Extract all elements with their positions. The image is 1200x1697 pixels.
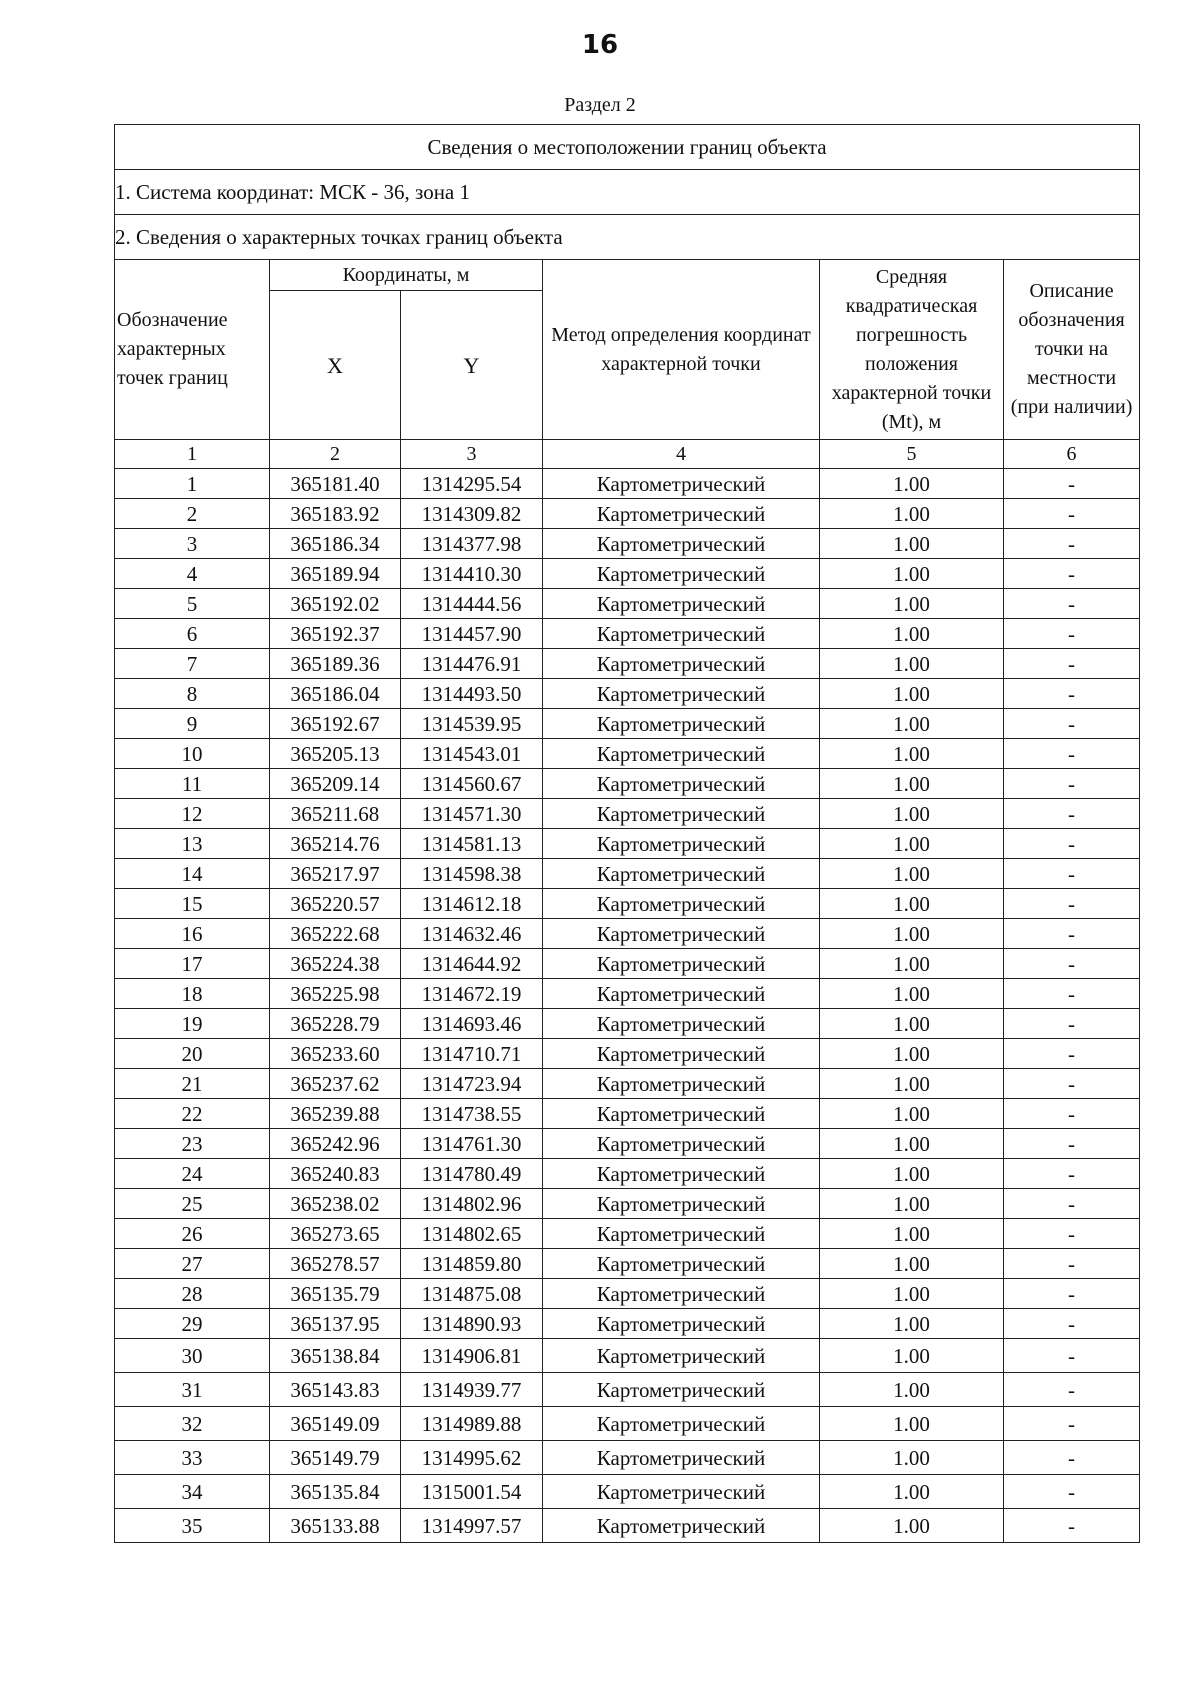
y-coord-cell: 1314939.77 bbox=[401, 1373, 543, 1407]
method-cell: Картометрический bbox=[543, 979, 820, 1009]
y-coord-cell: 1315001.54 bbox=[401, 1475, 543, 1509]
method-cell: Картометрический bbox=[543, 889, 820, 919]
y-coord-cell: 1314906.81 bbox=[401, 1339, 543, 1373]
description-cell: - bbox=[1004, 769, 1140, 799]
error-cell: 1.00 bbox=[820, 499, 1004, 529]
coord-system: 1. Система координат: МСК - 36, зона 1 bbox=[115, 170, 1140, 215]
method-cell: Картометрический bbox=[543, 1373, 820, 1407]
y-coord-cell: 1314377.98 bbox=[401, 529, 543, 559]
method-cell: Картометрический bbox=[543, 649, 820, 679]
description-cell: - bbox=[1004, 619, 1140, 649]
table-row bbox=[115, 769, 1140, 799]
error-cell: 1.00 bbox=[820, 949, 1004, 979]
error-cell: 1.00 bbox=[820, 559, 1004, 589]
x-coord-cell: 365149.79 bbox=[270, 1441, 401, 1475]
table-row bbox=[115, 949, 1140, 979]
x-coord-cell: 365224.38 bbox=[270, 949, 401, 979]
method-cell: Картометрический bbox=[543, 1099, 820, 1129]
column-number: 5 bbox=[820, 440, 1004, 469]
error-cell: 1.00 bbox=[820, 1069, 1004, 1099]
x-coord-cell: 365211.68 bbox=[270, 799, 401, 829]
table-row bbox=[115, 1339, 1140, 1373]
error-cell: 1.00 bbox=[820, 769, 1004, 799]
x-coord-cell: 365149.09 bbox=[270, 1407, 401, 1441]
method-cell: Картометрический bbox=[543, 1069, 820, 1099]
x-coord-cell: 365192.67 bbox=[270, 709, 401, 739]
description-cell: - bbox=[1004, 1159, 1140, 1189]
point-id-cell: 17 bbox=[115, 949, 270, 979]
y-coord-cell: 1314581.13 bbox=[401, 829, 543, 859]
description-cell: - bbox=[1004, 589, 1140, 619]
point-id-cell: 23 bbox=[115, 1129, 270, 1159]
table-row bbox=[115, 1441, 1140, 1475]
y-coord-cell: 1314612.18 bbox=[401, 889, 543, 919]
error-cell: 1.00 bbox=[820, 1407, 1004, 1441]
table-row bbox=[115, 649, 1140, 679]
table-row bbox=[115, 1475, 1140, 1509]
table-row bbox=[115, 1099, 1140, 1129]
x-coord-cell: 365209.14 bbox=[270, 769, 401, 799]
description-cell: - bbox=[1004, 919, 1140, 949]
description-cell: - bbox=[1004, 499, 1140, 529]
y-coord-cell: 1314309.82 bbox=[401, 499, 543, 529]
x-coord-cell: 365133.88 bbox=[270, 1509, 401, 1543]
error-cell: 1.00 bbox=[820, 889, 1004, 919]
point-id-cell: 20 bbox=[115, 1039, 270, 1069]
point-id-cell: 9 bbox=[115, 709, 270, 739]
table-row bbox=[115, 1249, 1140, 1279]
method-cell: Картометрический bbox=[543, 1509, 820, 1543]
error-cell: 1.00 bbox=[820, 469, 1004, 499]
table-row bbox=[115, 979, 1140, 1009]
x-coord-cell: 365189.94 bbox=[270, 559, 401, 589]
x-coord-cell: 365228.79 bbox=[270, 1009, 401, 1039]
header-description: Описание обозначения точки на местности (при наличии) bbox=[1004, 260, 1140, 440]
table-row bbox=[115, 1039, 1140, 1069]
table-row bbox=[115, 1279, 1140, 1309]
method-cell: Картометрический bbox=[543, 1009, 820, 1039]
method-cell: Картометрический bbox=[543, 859, 820, 889]
page-number: 16 bbox=[581, 30, 619, 60]
x-coord-cell: 365192.37 bbox=[270, 619, 401, 649]
error-cell: 1.00 bbox=[820, 1159, 1004, 1189]
table-row bbox=[115, 1189, 1140, 1219]
description-cell: - bbox=[1004, 1219, 1140, 1249]
y-coord-cell: 1314802.65 bbox=[401, 1219, 543, 1249]
header-method: Метод определения координат характерной точки bbox=[543, 260, 820, 440]
error-cell: 1.00 bbox=[820, 1309, 1004, 1339]
table-row bbox=[115, 709, 1140, 739]
y-coord-cell: 1314859.80 bbox=[401, 1249, 543, 1279]
description-cell: - bbox=[1004, 1407, 1140, 1441]
error-cell: 1.00 bbox=[820, 709, 1004, 739]
point-id-cell: 2 bbox=[115, 499, 270, 529]
x-coord-cell: 365205.13 bbox=[270, 739, 401, 769]
x-coord-cell: 365238.02 bbox=[270, 1189, 401, 1219]
description-cell: - bbox=[1004, 829, 1140, 859]
y-coord-cell: 1314598.38 bbox=[401, 859, 543, 889]
point-id-cell: 29 bbox=[115, 1309, 270, 1339]
description-cell: - bbox=[1004, 559, 1140, 589]
point-id-cell: 34 bbox=[115, 1475, 270, 1509]
description-cell: - bbox=[1004, 1189, 1140, 1219]
error-cell: 1.00 bbox=[820, 1279, 1004, 1309]
column-number: 4 bbox=[543, 440, 820, 469]
point-id-cell: 21 bbox=[115, 1069, 270, 1099]
error-cell: 1.00 bbox=[820, 619, 1004, 649]
point-id-cell: 12 bbox=[115, 799, 270, 829]
header-row bbox=[115, 260, 1140, 291]
y-coord-cell: 1314444.56 bbox=[401, 589, 543, 619]
table-row bbox=[115, 1407, 1140, 1441]
point-id-cell: 10 bbox=[115, 739, 270, 769]
description-cell: - bbox=[1004, 799, 1140, 829]
y-coord-cell: 1314995.62 bbox=[401, 1441, 543, 1475]
description-cell: - bbox=[1004, 1373, 1140, 1407]
description-cell: - bbox=[1004, 1039, 1140, 1069]
y-coord-cell: 1314802.96 bbox=[401, 1189, 543, 1219]
method-cell: Картометрический bbox=[543, 829, 820, 859]
table-row bbox=[115, 859, 1140, 889]
column-number: 2 bbox=[270, 440, 401, 469]
coord-system-row bbox=[115, 170, 1140, 215]
error-cell: 1.00 bbox=[820, 679, 1004, 709]
error-cell: 1.00 bbox=[820, 1339, 1004, 1373]
table-row bbox=[115, 919, 1140, 949]
table-row bbox=[115, 679, 1140, 709]
x-coord-cell: 365135.79 bbox=[270, 1279, 401, 1309]
x-coord-cell: 365278.57 bbox=[270, 1249, 401, 1279]
x-coord-cell: 365181.40 bbox=[270, 469, 401, 499]
method-cell: Картометрический bbox=[543, 1407, 820, 1441]
method-cell: Картометрический bbox=[543, 529, 820, 559]
point-id-cell: 14 bbox=[115, 859, 270, 889]
description-cell: - bbox=[1004, 1279, 1140, 1309]
x-coord-cell: 365137.95 bbox=[270, 1309, 401, 1339]
description-cell: - bbox=[1004, 859, 1140, 889]
description-cell: - bbox=[1004, 1249, 1140, 1279]
error-cell: 1.00 bbox=[820, 649, 1004, 679]
y-coord-cell: 1314644.92 bbox=[401, 949, 543, 979]
table-row bbox=[115, 1009, 1140, 1039]
x-coord-cell: 365186.34 bbox=[270, 529, 401, 559]
description-cell: - bbox=[1004, 469, 1140, 499]
point-id-cell: 18 bbox=[115, 979, 270, 1009]
x-coord-cell: 365222.68 bbox=[270, 919, 401, 949]
table-row bbox=[115, 589, 1140, 619]
method-cell: Картометрический bbox=[543, 769, 820, 799]
description-cell: - bbox=[1004, 709, 1140, 739]
description-cell: - bbox=[1004, 1509, 1140, 1543]
method-cell: Картометрический bbox=[543, 1279, 820, 1309]
method-cell: Картометрический bbox=[543, 679, 820, 709]
point-id-cell: 19 bbox=[115, 1009, 270, 1039]
column-number: 6 bbox=[1004, 440, 1140, 469]
y-coord-cell: 1314989.88 bbox=[401, 1407, 543, 1441]
y-coord-cell: 1314780.49 bbox=[401, 1159, 543, 1189]
points-heading-row bbox=[115, 215, 1140, 260]
point-id-cell: 1 bbox=[115, 469, 270, 499]
table-row bbox=[115, 529, 1140, 559]
error-cell: 1.00 bbox=[820, 1219, 1004, 1249]
table-row bbox=[115, 1309, 1140, 1339]
table-row bbox=[115, 1219, 1140, 1249]
table-title-row bbox=[115, 125, 1140, 170]
description-cell: - bbox=[1004, 889, 1140, 919]
y-coord-cell: 1314890.93 bbox=[401, 1309, 543, 1339]
table-row bbox=[115, 1373, 1140, 1407]
error-cell: 1.00 bbox=[820, 1189, 1004, 1219]
method-cell: Картометрический bbox=[543, 1309, 820, 1339]
point-id-cell: 8 bbox=[115, 679, 270, 709]
description-cell: - bbox=[1004, 1009, 1140, 1039]
point-id-cell: 26 bbox=[115, 1219, 270, 1249]
x-coord-cell: 365217.97 bbox=[270, 859, 401, 889]
section-title: Раздел 2 bbox=[564, 94, 636, 116]
x-coord-cell: 365138.84 bbox=[270, 1339, 401, 1373]
error-cell: 1.00 bbox=[820, 589, 1004, 619]
method-cell: Картометрический bbox=[543, 1189, 820, 1219]
method-cell: Картометрический bbox=[543, 949, 820, 979]
table-row bbox=[115, 619, 1140, 649]
method-cell: Картометрический bbox=[543, 1159, 820, 1189]
method-cell: Картометрический bbox=[543, 469, 820, 499]
y-coord-cell: 1314997.57 bbox=[401, 1509, 543, 1543]
y-coord-cell: 1314875.08 bbox=[401, 1279, 543, 1309]
description-cell: - bbox=[1004, 649, 1140, 679]
error-cell: 1.00 bbox=[820, 1441, 1004, 1475]
method-cell: Картометрический bbox=[543, 1249, 820, 1279]
point-id-cell: 30 bbox=[115, 1339, 270, 1373]
method-cell: Картометрический bbox=[543, 1441, 820, 1475]
point-id-cell: 6 bbox=[115, 619, 270, 649]
boundary-points-table bbox=[114, 124, 1140, 1543]
method-cell: Картометрический bbox=[543, 1475, 820, 1509]
description-cell: - bbox=[1004, 679, 1140, 709]
error-cell: 1.00 bbox=[820, 1129, 1004, 1159]
error-cell: 1.00 bbox=[820, 979, 1004, 1009]
method-cell: Картометрический bbox=[543, 619, 820, 649]
y-coord-cell: 1314710.71 bbox=[401, 1039, 543, 1069]
header-coords: Координаты, м bbox=[270, 260, 543, 291]
description-cell: - bbox=[1004, 1339, 1140, 1373]
y-coord-cell: 1314672.19 bbox=[401, 979, 543, 1009]
table-row bbox=[115, 499, 1140, 529]
error-cell: 1.00 bbox=[820, 529, 1004, 559]
point-id-cell: 33 bbox=[115, 1441, 270, 1475]
method-cell: Картометрический bbox=[543, 589, 820, 619]
x-coord-cell: 365237.62 bbox=[270, 1069, 401, 1099]
y-coord-cell: 1314295.54 bbox=[401, 469, 543, 499]
x-coord-cell: 365240.83 bbox=[270, 1159, 401, 1189]
method-cell: Картометрический bbox=[543, 919, 820, 949]
x-coord-cell: 365189.36 bbox=[270, 649, 401, 679]
header-point: Обозначение характерных точек границ bbox=[115, 260, 270, 440]
x-coord-cell: 365273.65 bbox=[270, 1219, 401, 1249]
error-cell: 1.00 bbox=[820, 919, 1004, 949]
description-cell: - bbox=[1004, 1441, 1140, 1475]
y-coord-cell: 1314457.90 bbox=[401, 619, 543, 649]
table-row bbox=[115, 1509, 1140, 1543]
table-row bbox=[115, 1129, 1140, 1159]
description-cell: - bbox=[1004, 1099, 1140, 1129]
x-coord-cell: 365183.92 bbox=[270, 499, 401, 529]
error-cell: 1.00 bbox=[820, 739, 1004, 769]
description-cell: - bbox=[1004, 1309, 1140, 1339]
x-coord-cell: 365214.76 bbox=[270, 829, 401, 859]
point-id-cell: 3 bbox=[115, 529, 270, 559]
method-cell: Картометрический bbox=[543, 709, 820, 739]
error-cell: 1.00 bbox=[820, 1373, 1004, 1407]
error-cell: 1.00 bbox=[820, 1249, 1004, 1279]
table-row bbox=[115, 739, 1140, 769]
header-y: Y bbox=[401, 291, 543, 440]
table-row bbox=[115, 469, 1140, 499]
point-id-cell: 11 bbox=[115, 769, 270, 799]
method-cell: Картометрический bbox=[543, 799, 820, 829]
method-cell: Картометрический bbox=[543, 1039, 820, 1069]
error-cell: 1.00 bbox=[820, 1039, 1004, 1069]
error-cell: 1.00 bbox=[820, 1475, 1004, 1509]
error-cell: 1.00 bbox=[820, 1009, 1004, 1039]
method-cell: Картометрический bbox=[543, 1219, 820, 1249]
x-coord-cell: 365186.04 bbox=[270, 679, 401, 709]
method-cell: Картометрический bbox=[543, 739, 820, 769]
method-cell: Картометрический bbox=[543, 499, 820, 529]
error-cell: 1.00 bbox=[820, 1099, 1004, 1129]
error-cell: 1.00 bbox=[820, 859, 1004, 889]
x-coord-cell: 365192.02 bbox=[270, 589, 401, 619]
point-id-cell: 25 bbox=[115, 1189, 270, 1219]
table-row bbox=[115, 559, 1140, 589]
point-id-cell: 32 bbox=[115, 1407, 270, 1441]
method-cell: Картометрический bbox=[543, 1339, 820, 1373]
column-number: 1 bbox=[115, 440, 270, 469]
x-coord-cell: 365220.57 bbox=[270, 889, 401, 919]
x-coord-cell: 365135.84 bbox=[270, 1475, 401, 1509]
error-cell: 1.00 bbox=[820, 799, 1004, 829]
description-cell: - bbox=[1004, 1129, 1140, 1159]
point-id-cell: 28 bbox=[115, 1279, 270, 1309]
point-id-cell: 31 bbox=[115, 1373, 270, 1407]
table-row bbox=[115, 799, 1140, 829]
description-cell: - bbox=[1004, 739, 1140, 769]
points-heading: 2. Сведения о характерных точках границ объекта bbox=[115, 215, 1140, 260]
y-coord-cell: 1314738.55 bbox=[401, 1099, 543, 1129]
y-coord-cell: 1314761.30 bbox=[401, 1129, 543, 1159]
x-coord-cell: 365143.83 bbox=[270, 1373, 401, 1407]
x-coord-cell: 365233.60 bbox=[270, 1039, 401, 1069]
description-cell: - bbox=[1004, 979, 1140, 1009]
y-coord-cell: 1314693.46 bbox=[401, 1009, 543, 1039]
description-cell: - bbox=[1004, 1069, 1140, 1099]
column-number: 3 bbox=[401, 440, 543, 469]
table-row bbox=[115, 889, 1140, 919]
error-cell: 1.00 bbox=[820, 829, 1004, 859]
x-coord-cell: 365242.96 bbox=[270, 1129, 401, 1159]
x-coord-cell: 365239.88 bbox=[270, 1099, 401, 1129]
point-id-cell: 24 bbox=[115, 1159, 270, 1189]
table-row bbox=[115, 1069, 1140, 1099]
table-title: Сведения о местоположении границ объекта bbox=[115, 125, 1140, 170]
y-coord-cell: 1314476.91 bbox=[401, 649, 543, 679]
error-cell: 1.00 bbox=[820, 1509, 1004, 1543]
y-coord-cell: 1314410.30 bbox=[401, 559, 543, 589]
table-row bbox=[115, 1159, 1140, 1189]
header-x: X bbox=[270, 291, 401, 440]
header-error: Средняя квадратическая погрешность положения характерной точки (Mt), м bbox=[820, 260, 1004, 440]
y-coord-cell: 1314632.46 bbox=[401, 919, 543, 949]
point-id-cell: 13 bbox=[115, 829, 270, 859]
point-id-cell: 7 bbox=[115, 649, 270, 679]
y-coord-cell: 1314560.67 bbox=[401, 769, 543, 799]
column-number-row bbox=[115, 440, 1140, 469]
method-cell: Картометрический bbox=[543, 559, 820, 589]
y-coord-cell: 1314723.94 bbox=[401, 1069, 543, 1099]
method-cell: Картометрический bbox=[543, 1129, 820, 1159]
table-row bbox=[115, 829, 1140, 859]
point-id-cell: 15 bbox=[115, 889, 270, 919]
y-coord-cell: 1314539.95 bbox=[401, 709, 543, 739]
point-id-cell: 16 bbox=[115, 919, 270, 949]
y-coord-cell: 1314493.50 bbox=[401, 679, 543, 709]
x-coord-cell: 365225.98 bbox=[270, 979, 401, 1009]
description-cell: - bbox=[1004, 1475, 1140, 1509]
y-coord-cell: 1314543.01 bbox=[401, 739, 543, 769]
point-id-cell: 27 bbox=[115, 1249, 270, 1279]
y-coord-cell: 1314571.30 bbox=[401, 799, 543, 829]
point-id-cell: 35 bbox=[115, 1509, 270, 1543]
description-cell: - bbox=[1004, 529, 1140, 559]
point-id-cell: 4 bbox=[115, 559, 270, 589]
description-cell: - bbox=[1004, 949, 1140, 979]
table-body bbox=[115, 125, 1140, 1543]
point-id-cell: 22 bbox=[115, 1099, 270, 1129]
point-id-cell: 5 bbox=[115, 589, 270, 619]
